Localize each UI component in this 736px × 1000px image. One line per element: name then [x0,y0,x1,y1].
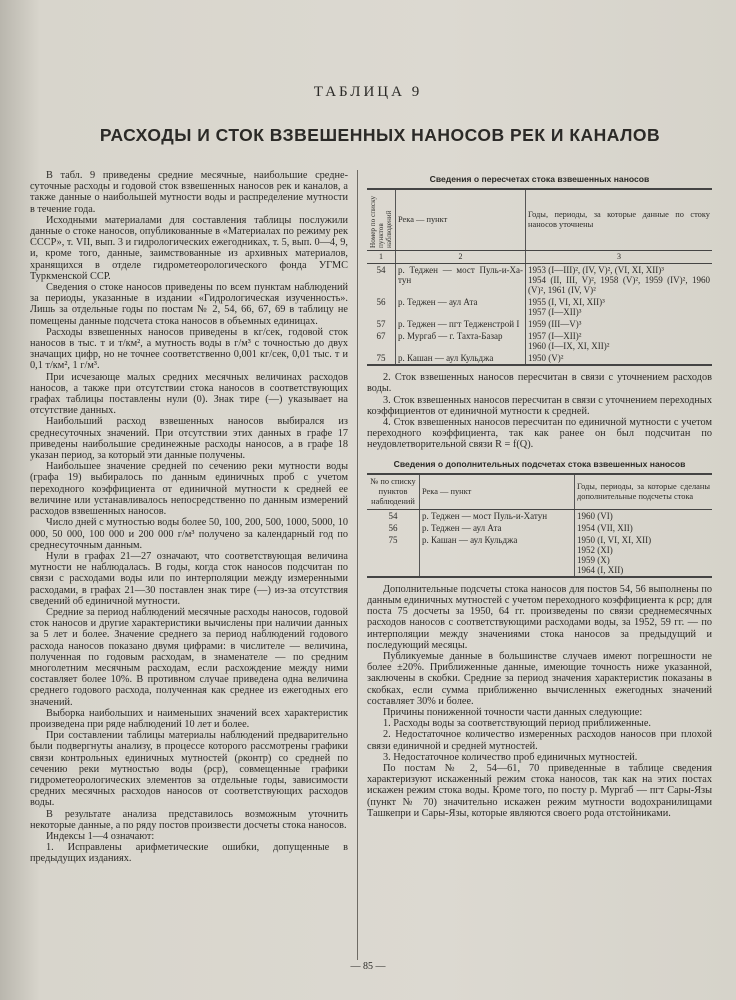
right-column [367,170,712,819]
page-number: — 85 — [350,961,386,972]
paragraph: 3. Недостаточное количество проб единичных мутностей. [383,751,638,763]
note: 3. Сток взвешенных наносов пересчитан в связи с уточнением переходных коэффициентов от единичной мутности к средней. [367,394,712,417]
paragraph: 2. Недостаточное количество измеренных расходов наносов при плохой связи единичной и средней мутностей. [367,729,712,752]
paragraph: В табл. 9 приведены средние месячные, наибольшие среднесуточные расходы и годовой сток взвешенных наносов рек и каналов, а также данные о наибольшей мутности воды и распределение мутности в течение года. [30,170,348,215]
paragraph: В результате анализа представилось возможным уточнить некоторые данные, а по ряду постов произвести досчеты стока наносов. [30,808,348,831]
left-column [30,170,348,865]
note: 4. Сток взвешенных наносов пересчитан по единичной мутности с учетом переходного коэффициента, так как ранее он был подсчитан по неудовлетворительной связи R = f(Q). [367,417,712,451]
table-header: Река — пункт [420,474,575,510]
table-header: Годы, периоды, за которые сделаны дополнительные подсчеты стока [575,474,713,510]
paragraph: По постам № 2, 54—61, 70 приведенные в таблице сведения характеризуют искаженный режим стока наносов, так как на этих постах искажен режим стока воды. Кроме того, по посту р. Мургаб — пгт Сары-Язы (пункт № 70) значительно искажен режим мутности водохранилищами Ташкепри и Сары-Язы, которые являются своего рода отстойниками. [367,763,712,819]
table-notes [367,372,712,450]
paragraph: Наибольший расход взвешенных наносов выбирался из среднесуточных значений. При отсутствии этих данных в графе 17 приведены наибольшие срединежные расходы наносов, а в графе 18 указан период, за который эти данные получены. [30,416,348,462]
paragraph: Дополнительные подсчеты стока наносов для постов 54, 56 выполнены по данным единичных мутностей с учетом переходного коэффициента к ρср; для поста 75 досчеты за 1950, 64 гг. произведены по связи среднемесячных расходов наносов с соответствующими расходами воды, за 1952, 59 гг. — по интерполяции между значениями стока наносов за предыдущий и последующий месяцы. [367,583,712,651]
table-header: Номер по списку пунктов наблюдений [367,189,396,251]
paragraph: Исходными материалами для составления таблицы послужили данные о стоке наносов, опубликованные в «Материалах по режиму рек СССР», т. VII, вып. 3 и гидрологических ежегодниках, т. 5, вып. 0—4, 9, и, кроме того, данные, заимствованные из архивных материалов, хранящихся в отделе гидрометеорологического фонда УГМС Туркменской ССР. [30,214,348,282]
column-divider [357,170,358,960]
paragraph: Наибольшее значение средней по сечению реки мутности воды (графа 19) выбиралось по данным единичных проб с учетом переходного коэффициента от единичной мутности к средней ее величине или устанавливалось непосредственно по данным измерений расходов взвешенных наносов. [30,461,348,518]
table-row: 56 р. Теджен — аул Ата 1955 (I, VI, XI, XII)³ 1957 (I—XII)³ [367,296,712,318]
table-row: 57 р. Теджен — пгт Тедженстрой I 1959 (III—V)³ [367,318,712,330]
paragraph: Нули в графах 21—27 означают, что соответствующая величина мутности не наблюдалась. В годы, когда сток наносов подсчитан по связи с расходами воды или по интерполяции между измеренными расходами, в графах 21—30 поставлен знак тире (—) из-за отсутствия сведений об единичной мутности. [30,550,348,607]
column-number: 2 [396,251,526,264]
paragraph: Выборка наибольших и наименьших значений всех характеристик произведена при ряде наблюдений 10 лет и более. [30,707,348,730]
table-number: ТАБЛИЦА 9 [313,84,423,100]
page-title: РАСХОДЫ И СТОК ВЗВЕШЕННЫХ НАНОСОВ РЕК И КАНАЛОВ [99,125,661,145]
note: 2. Сток взвешенных наносов пересчитан в связи с уточнением расходов воды. [367,372,712,395]
paragraph: Индексы 1—4 означают: [46,830,155,842]
paragraph: Публикуемые данные в большинстве случаев имеют погрешности не более ±20%. Приближенные данные, имеющие точность ниже указанной, заключены в скобки. Средние за период значения характеристик показаны в скобках, если сумма приближенно вычисленных ежегодных значений составляет 30% и более. [367,651,712,707]
column-number: 3 [526,251,713,264]
extra-table-title: Сведения о дополнительных подсчетах стока взвешенных наносов [393,458,686,469]
paragraph: Число дней с мутностью воды более 50, 100, 200, 500, 1000, 5000, 10 000, 50 000, 100 000 и 200 000 г/м³ получено за календарный год по среднесуточным данным. [30,517,348,551]
table-header: № по списку пунктов наблюдений [367,474,420,510]
table-row: 75 р. Кашан — аул Кульджа 1950 (I, VI, XI, XII) 1952 (XI) 1959 (X) 1964 (I, XII) [367,534,712,577]
column-number: 1 [367,251,396,264]
paragraph: Причины пониженной точности части данных следующие: [383,707,643,719]
paragraph: 1. Исправлены арифметические ошибки, допущенные в предыдущих изданиях. [30,842,348,865]
paragraph: При составлении таблицы материалы наблюдений предварительно были подвергнуты анализу, в процессе которого рассмотрены графики связи контрольных единичных мутностей (ρконтр) со средней по сечению реки мутностью воды (ρср), совмещенные графики гидрометеорологических элементов за отдельные годы, зависимости средних месячных расходов наносов от соответствующих расходов воды. [30,730,348,809]
paragraph: Средние за период наблюдений месячные расходы наносов, годовой сток наносов и другие характеристики вычислены при наличии данных за 5 лет и более. Значение среднего за период наблюдений годового расхода наносов показано двумя цифрами: в числителе — величина, полученная по годовым расходам, в знаменателе — по средним многолетним месячным расходам, если расхождение между ними составляет более 10%. В противном случае приведена одна величина среднего годового расхода, полученная как среднее из ежегодных его значений. [30,606,348,708]
table-row: 67 р. Мургаб — г. Тахта-Базар 1957 (I—XII)² 1960 (I—IX, XI, XII)² [367,330,712,352]
table-row: 75 р. Кашан — аул Кульджа 1950 (V)² [367,352,712,365]
table-header: Река — пункт [396,189,526,251]
table-row: 54 р. Теджен — мост Пуль-и-Хатун 1953 (I—III)², (IV, V)², (VI, XI, XII)³ 1954 (II, III, V)², 1958 (V)², 1959 (IV)², 1960 (V)², 1961 (IV, V)² [376,265,710,296]
paragraph: При исчезающе малых средних месячных величинах расходов наносов, а также при отсутствии стока наносов в соответствующих графах таблицы поставлены нули (0). Знак тире (—) указывает на отсутствие данных. [30,371,348,417]
recalc-table [367,188,712,366]
paragraph: 1. Расходы воды за соответствующий период приближенные. [383,718,651,730]
table-header: Годы, периоды, за которые данные по стоку наносов уточнены [526,189,713,251]
paragraph: Расходы взвешенных наносов приведены в кг/сек, годовой сток наносов в тыс. т и т/км², а мутность воды в г/м³ с точностью до двух значащих цифр, но не точнее соответственно 0,001 кг/сек, 0,01 тыс. т и 0,1 т/км², 1 г/м³. [30,326,348,372]
extra-table [367,473,712,578]
right-text [367,584,712,819]
paragraph: Сведения о стоке наносов приведены по всем пунктам наблюдений за периоды, указанные в издании «Гидрологическая изученность». Лишь за отдельные годы по постам № 2, 54, 66, 67, 69 в таблицу не помещены данные подсчета стока наносов в объемных единицах. [30,282,348,327]
recalc-table-title: Сведения о пересчетах стока взвешенных наносов [429,174,650,184]
table-row: 54 р. Теджен — мост Пуль-и-Хатун 1960 (VI) [367,509,712,522]
table-row: 56 р. Теджен — аул Ата 1954 (VII, XII) [367,522,712,534]
